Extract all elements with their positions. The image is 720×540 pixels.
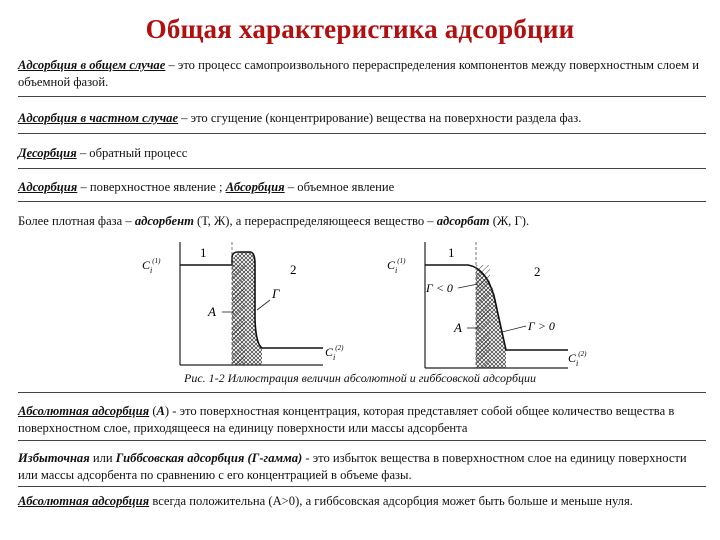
term-excess: Избыточная xyxy=(18,451,90,465)
diagram-gibbs-adsorption xyxy=(387,242,587,368)
term-absorption: Абсорбция xyxy=(225,180,285,194)
label-gamma-positive: Г > 0 xyxy=(528,319,555,333)
definition-text: или xyxy=(89,451,116,465)
page-title: Общая характеристика адсорбции xyxy=(145,14,575,44)
paragraph-sign-of-adsorption xyxy=(18,493,708,510)
symbol-a: А xyxy=(156,404,165,418)
divider xyxy=(18,440,706,441)
definition-text: (Ж, Г). xyxy=(489,214,530,228)
definition-text: – объемное явление xyxy=(284,180,395,194)
definition-text: – поверхностное явление ; xyxy=(77,180,226,194)
label-phase-2: 2 xyxy=(290,262,297,277)
pointer-g xyxy=(257,300,270,310)
paragraph-absolute-adsorption xyxy=(18,403,708,437)
term-absolute-adsorption: Абсолютная адсорбция xyxy=(18,494,150,508)
adsorption-diagrams xyxy=(140,240,587,375)
paragraph-adsorption-general xyxy=(18,57,708,91)
definition-text: – обратный процесс xyxy=(76,146,188,160)
divider xyxy=(18,201,706,202)
definition-text: всегда положительна (А>0), а гиббсовская адсорбция может быть больше и меньше нуля. xyxy=(149,494,633,508)
divider xyxy=(18,392,706,393)
paragraph-adsorbent-adsorbate xyxy=(18,213,708,230)
divider xyxy=(18,96,706,97)
label-gamma-negative: Г < 0 xyxy=(426,281,453,295)
paragraph-adsorption-absorption xyxy=(18,179,708,196)
paragraph-gibbs-adsorption xyxy=(18,450,708,484)
divider xyxy=(18,168,706,169)
label-c1: $C_i^{(1)}$ xyxy=(387,257,406,275)
definition-text: – это процесс самопроизвольного перераспределения компонентов между поверхностным слоем и объемной фазой. xyxy=(18,58,699,89)
label-a: A xyxy=(454,320,462,335)
term-adsorbent: адсорбент xyxy=(134,214,194,228)
pointer-g-pos xyxy=(502,326,526,332)
paragraph-adsorption-specific xyxy=(18,110,708,127)
term-adsorption-general: Адсорбция в общем случае xyxy=(18,58,166,72)
figure-caption: Рис. 1-2 Иллюстрация величин абсолютной и гиббсовской адсорбции xyxy=(183,371,536,385)
adsorbate-region xyxy=(476,268,506,368)
term-gibbs-adsorption: Гиббсовская адсорбция xyxy=(115,451,245,465)
term-desorption: Десорбция xyxy=(18,146,77,160)
diagram-absolute-adsorption xyxy=(142,242,344,365)
adsorbate-region xyxy=(232,252,262,365)
definition-text: ) - это поверхностная концентрация, которая представляет собой общее количество вещества в поверхностном слое, приходящееся на единицу поверхности или массы адсорбента xyxy=(18,404,675,435)
symbol-gamma: (Г-гамма) xyxy=(247,451,303,465)
definition-text: Более плотная фаза – xyxy=(18,214,135,228)
divider xyxy=(18,133,706,134)
adsorption-illustration xyxy=(140,240,587,375)
definition-text: – это сгущение (концентрирование) вещества на поверхности раздела фаз. xyxy=(178,111,582,125)
label-phase-2: 2 xyxy=(534,264,541,279)
term-adsorption: Адсорбция xyxy=(18,180,78,194)
term-adsorption-specific: Адсорбция в частном случае xyxy=(18,111,179,125)
pointer-g-neg xyxy=(458,284,478,288)
term-absolute-adsorption: Абсолютная адсорбция xyxy=(18,404,150,418)
definition-text: - это избыток вещества в поверхностном слое на единицу поверхности или массы адсорбента по сравнению с его концентрацией в объеме фазы. xyxy=(18,451,687,482)
label-gamma: Г xyxy=(272,286,280,301)
label-a: A xyxy=(208,304,216,319)
label-c2: $C_i^{(2)}$ xyxy=(325,344,344,362)
divider xyxy=(18,486,706,487)
definition-text: (Т, Ж), а перераспределяющееся вещество – xyxy=(193,214,437,228)
paragraph-desorption xyxy=(18,145,708,162)
term-adsorbate: адсорбат xyxy=(436,214,490,228)
label-phase-1: 1 xyxy=(200,245,207,260)
label-c1: $C_i^{(1)}$ xyxy=(142,257,161,275)
label-phase-1: 1 xyxy=(448,245,455,260)
label-c2: $C_i^{(2)}$ xyxy=(568,350,587,368)
definition-text: ( xyxy=(149,404,157,418)
